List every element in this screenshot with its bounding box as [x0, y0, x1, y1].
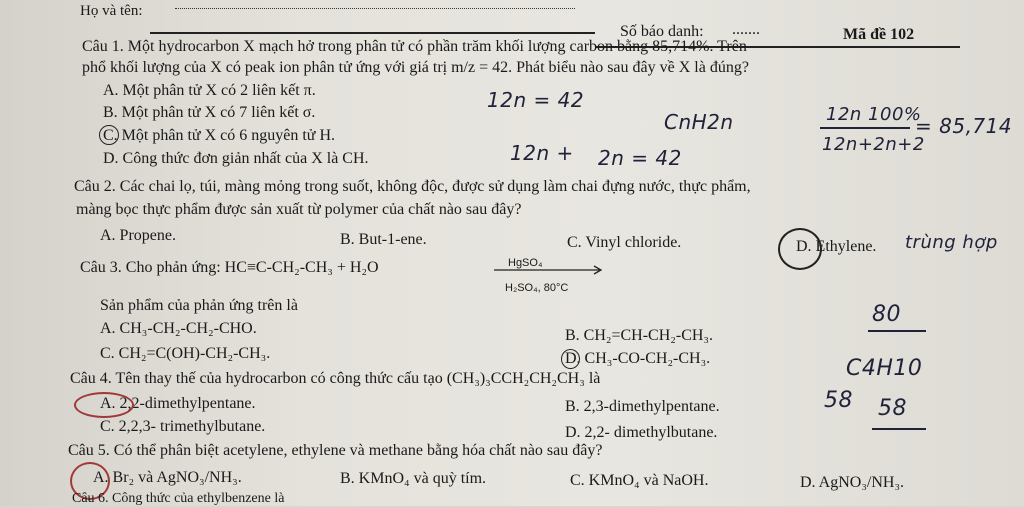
q1-answer-circle — [99, 125, 119, 145]
q6-stem: Câu 6. Công thức của ethylbenzene là — [72, 491, 285, 506]
q1-line2: phổ khối lượng của X có peak ion phân tử ứng với giá trị m/z = 42. Phát biểu nào sau đây về X là đúng? — [82, 59, 749, 76]
q2-option-b: B. But-1-ene. — [340, 231, 427, 248]
q1-option-d: D. Công thức đơn giản nhất của X là CH. — [103, 150, 369, 167]
q5-option-d: D. AgNO₃/NH₃. — [800, 474, 905, 491]
hand-note-8: trùng hợp — [905, 232, 998, 253]
exam-code: Mã đề 102 — [843, 26, 915, 43]
q3-catalyst-bottom: H₂SO₄, 80°C — [505, 282, 569, 294]
reaction-arrow — [494, 264, 606, 276]
header-rule — [150, 32, 595, 34]
q2-line1: Câu 2. Các chai lọ, túi, màng mỏng trong suốt, không độc, được sử dụng làm chai đựng nước, thực phẩm, — [74, 178, 751, 195]
q1-line1: Câu 1. Một hydrocarbon X mạch hở trong phân tử có phần trăm khối lượng carbon bằng 85,714%. Trên — [82, 38, 747, 55]
q3-stem: Câu 3. Cho phản ứng: HC≡C-CH₂-CH₃ + H₂O — [80, 259, 379, 276]
hand-underline-1 — [868, 330, 926, 332]
q2-line2: màng bọc thực phẩm được sản xuất từ polymer của chất nào sau đây? — [76, 201, 522, 218]
q3-option-d: D. CH₃-CO-CH₂-CH₃. — [565, 350, 711, 367]
q3-answer-circle — [561, 349, 580, 369]
hand-note-2: CnH2n — [664, 110, 734, 134]
q4-option-d: D. 2,2- dimethylbutane. — [565, 424, 718, 441]
hand-note-6: 12n + — [510, 141, 574, 165]
q4-option-c: C. 2,2,3- trimethylbutane. — [100, 418, 266, 435]
hand-note-11: 58 — [824, 388, 853, 413]
name-label: Họ và tên: — [80, 3, 143, 19]
hand-fraction-bar — [820, 127, 910, 129]
q4-option-b: B. 2,3-dimethylpentane. — [565, 398, 720, 415]
q3-option-a: A. CH₃-CH₂-CH₂-CHO. — [100, 320, 257, 337]
hand-note-12: 58 — [878, 396, 907, 421]
q3-catalyst-top: HgSO₄ — [508, 257, 543, 269]
q4-answer-circle — [74, 392, 134, 418]
q3-option-b: B. CH₂=CH-CH₂-CH₃. — [565, 327, 713, 344]
q5-option-b: B. KMnO₄ và quỳ tím. — [340, 470, 487, 487]
sbd-label: Số báo danh: — [620, 23, 704, 40]
q3-prompt: Sản phẩm của phản ứng trên là — [100, 297, 298, 314]
name-field-dots — [175, 8, 575, 9]
q4-option-a: A. 2,2-dimethylpentane. — [100, 395, 256, 412]
q1-option-b: B. Một phân tử X có 7 liên kết σ. — [103, 104, 316, 121]
hand-underline-2 — [872, 428, 926, 430]
sbd-dots: ....... — [732, 21, 760, 38]
q2-answer-circle — [778, 228, 822, 270]
q1-option-a: A. Một phân tử X có 2 liên kết π. — [103, 82, 316, 99]
q1-option-c: C. Một phân tử X có 6 nguyên tử H. — [103, 127, 335, 144]
hand-note-7: 2n = 42 — [598, 146, 682, 170]
q5-stem: Câu 5. Có thể phân biệt acetylene, ethylene và methane bằng hóa chất nào sau đây? — [68, 442, 603, 459]
q4-stem: Câu 4. Tên thay thế của hydrocarbon có công thức cấu tạo (CH₃)₃CCH₂CH₂CH₃ là — [70, 370, 601, 387]
q2-option-a: A. Propene. — [100, 227, 176, 244]
hand-note-9: 80 — [872, 302, 901, 327]
hand-note-1: 12n = 42 — [487, 88, 585, 112]
q2-option-c: C. Vinyl chloride. — [567, 234, 682, 251]
hand-note-5: 12n+2n+2 — [822, 134, 925, 155]
q5-option-a: A. Br₂ và AgNO₃/NH₃. — [93, 469, 242, 486]
q2-option-d: D. Ethylene. — [796, 238, 877, 255]
q3-option-c: C. CH₂=C(OH)-CH₂-CH₃. — [100, 345, 271, 362]
hand-note-10: C4H10 — [846, 356, 923, 381]
hand-note-3: 12n 100% — [826, 104, 922, 125]
q5-option-c: C. KMnO₄ và NaOH. — [570, 472, 709, 489]
hand-note-4: = 85,714 — [915, 114, 1013, 138]
